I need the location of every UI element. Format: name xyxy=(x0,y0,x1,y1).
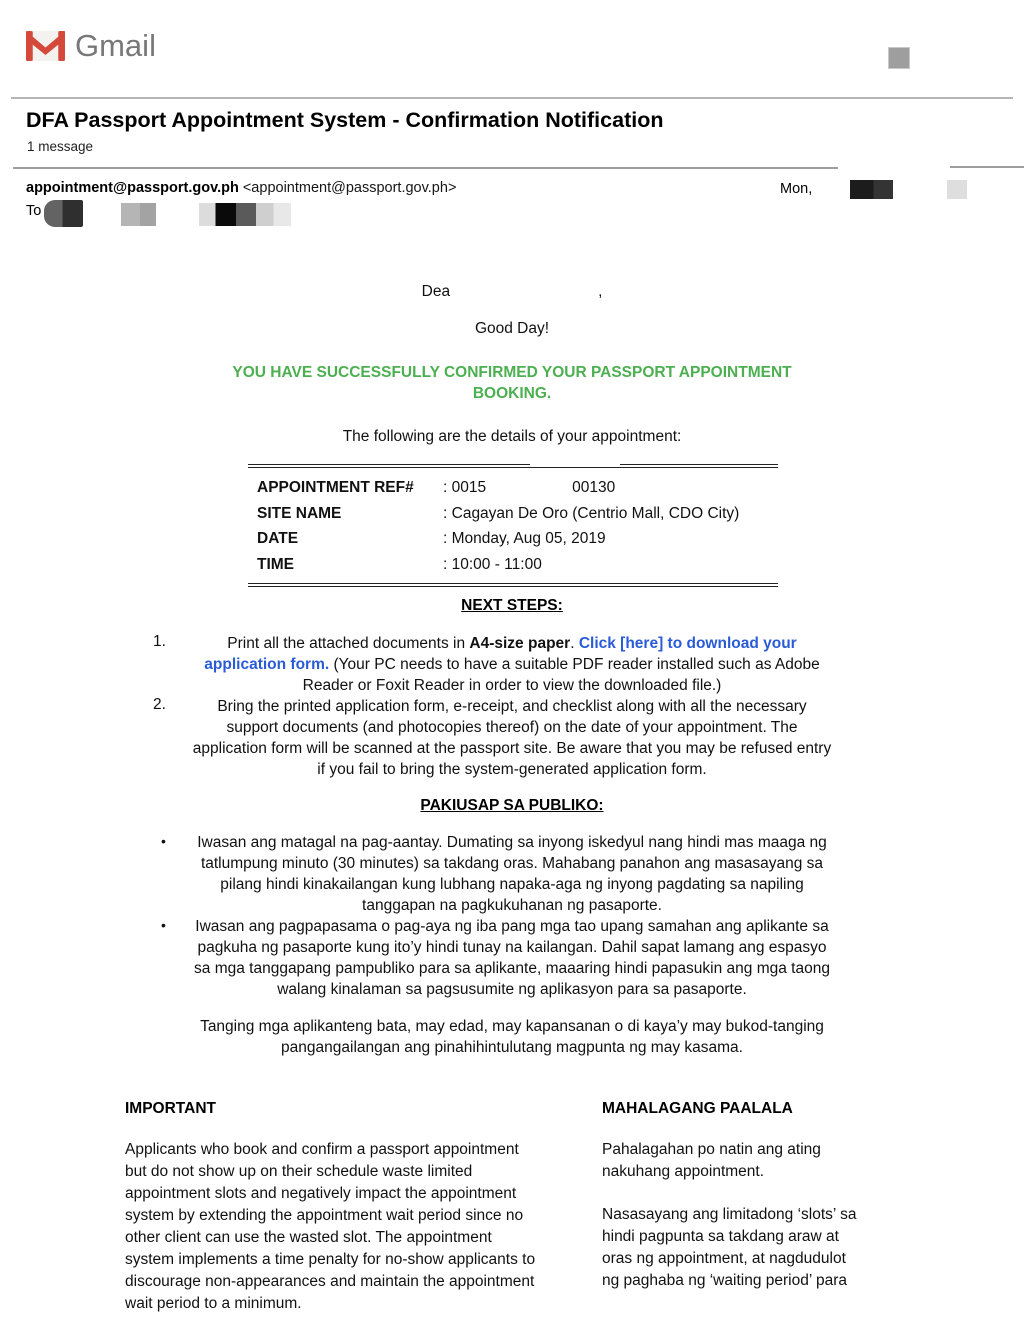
time-label: TIME xyxy=(257,555,295,573)
paalala-heading: MAHALAGANG PAALALA xyxy=(602,1100,793,1117)
ref-value-start: 0015 xyxy=(451,479,487,496)
greeting-prefix: Dea xyxy=(421,283,451,300)
important-heading: IMPORTANT xyxy=(125,1100,216,1117)
download-link-continued[interactable]: application form. xyxy=(204,656,330,673)
redaction-patch xyxy=(530,464,620,466)
pakiusap-list xyxy=(125,832,899,1000)
redacted-date xyxy=(850,180,893,199)
bullet-icon: • xyxy=(161,917,166,933)
ref-value-end: 00130 xyxy=(572,479,616,496)
time-value: 10:00 - 11:00 xyxy=(451,555,542,573)
site-value: Cagayan De Oro (Centrio Mall, CDO City) xyxy=(451,504,740,522)
message-count: 1 message xyxy=(27,139,94,154)
important-section xyxy=(125,1100,595,1315)
pakiusap-bullet-2: • Iwasan ang pagpapasama o pag-aya ng iba pang mga tao upang samahan ang aplikante sa pagkuha ng pasaporte kung ito’y hindi tunay na kailangan. Dahil sapat lamang ang espasyo sa mga tanggapang pampubliko para sa aplikante, maaaring hindi papasukin ang mga taong walang kinalaman sa pagsusumite ng aplikasyon para sa pasaporte. xyxy=(161,917,830,998)
step-1-line-3: Reader or Foxit Reader in order to view the downloaded file.) xyxy=(302,677,722,694)
salutation: Good Day! xyxy=(474,320,550,337)
header-divider xyxy=(11,97,1013,99)
step-2 xyxy=(125,696,899,780)
redacted-header-icon xyxy=(888,47,910,69)
detail-row-time: TIME : 10:00 - 11:00 xyxy=(248,552,778,578)
paalala-para-2: Nasasayang ang limitadong ‘slots’ sa hindi pagpunta sa takdang araw at oras ng appointment, at nagdudulot ng paghaba ng ‘waiting period’ para xyxy=(602,1206,857,1289)
detail-row-site: SITE NAME : Cagayan De Oro (Centrio Mall, CDO City) xyxy=(248,501,778,527)
a4-size-bold: A4-size paper xyxy=(469,635,571,652)
redacted-recipient-1 xyxy=(44,200,83,227)
detail-row-date: DATE : Monday, Aug 05, 2019 xyxy=(248,526,778,552)
paalala-section xyxy=(602,1100,932,1292)
next-steps-heading: NEXT STEPS: xyxy=(461,597,563,614)
greeting xyxy=(0,283,1024,301)
redacted-recipient-2 xyxy=(121,203,156,226)
redacted-time xyxy=(947,180,967,199)
sender-name: appointment@passport.gov.ph xyxy=(26,180,239,196)
bullet-icon: • xyxy=(161,833,166,849)
step-1-number: 1. xyxy=(153,633,166,650)
sender-address: <appointment@passport.gov.ph> xyxy=(242,180,457,196)
details-intro: The following are the details of your appointment: xyxy=(342,428,682,445)
detail-row-ref: APPOINTMENT REF# : 0015 00130 xyxy=(248,475,778,501)
gmail-envelope-icon xyxy=(26,31,65,61)
step-2-number: 2. xyxy=(153,696,166,713)
date-label: DATE xyxy=(257,530,299,547)
pakiusap-heading: PAKIUSAP SA PUBLIKO: xyxy=(420,797,604,814)
subject-divider-right xyxy=(950,166,1024,168)
ref-label: APPOINTMENT REF# xyxy=(257,479,414,496)
paalala-para-1: Pahalagahan po natin ang ating nakuhang appointment. xyxy=(602,1141,821,1180)
step-1: 1. Print all the attached documents in A4-size paper. Click [here] to download your application form. (Your PC needs to have a suitable PDF reader installed such as Adobe Reader or Foxit Reader in order to view the downloaded file.) xyxy=(125,633,899,696)
site-label: SITE NAME xyxy=(257,504,342,522)
confirmation-heading: YOU HAVE SUCCESSFULLY CONFIRMED YOUR PASSPORT APPOINTMENT BOOKING. xyxy=(232,364,792,402)
email-subject: DFA Passport Appointment System - Confirmation Notification xyxy=(26,108,664,132)
appointment-details-table xyxy=(248,464,778,587)
companion-note: Tanging mga aplikanteng bata, may edad, may kapansanan o di kaya’y may bukod-tanging pangangailangan ang pinahihintulutang magpunta ng may kasama. xyxy=(200,1018,824,1056)
subject-divider xyxy=(13,167,838,169)
date-prefix: Mon, xyxy=(780,181,813,197)
from-line xyxy=(26,180,456,196)
to-label: To xyxy=(26,203,42,219)
date-value: Monday, Aug 05, 2019 xyxy=(451,530,606,547)
greeting-comma: , xyxy=(598,283,603,300)
step-2-text: Bring the printed application form, e-receipt, and checklist along with all the necessary support documents (and photocopies thereof) on the date of your appointment. The application form will be scanned at the passport site. Be aware that you may be refused entry if you fail to bring the system-generated application form. xyxy=(192,698,832,778)
gmail-logo xyxy=(26,30,156,61)
important-body: Applicants who book and confirm a passport appointment but do not show up on their schedule waste limited appointment slots and negatively impact the appointment system by extending the appointment wait period since no other client can use the wasted slot. The appointment system implements a time penalty for no-show applicants to discourage non-appearances and maintain the appointment wait period to a minimum. xyxy=(125,1141,536,1312)
gmail-wordmark: Gmail xyxy=(75,28,156,63)
download-link[interactable]: Click [here] to download your xyxy=(578,635,797,652)
redacted-recipient-3 xyxy=(199,203,291,226)
pakiusap-bullet-1: • Iwasan ang matagal na pag-aantay. Dumating sa inyong iskedyul nang hindi mas maaga ng tatlumpung minuto (30 minutes) sa takdang oras. Mahabang panahon ang masasayang sa pilang hindi kinakailangan kung lubhang napaka-aga ng inyong pagdating sa napiling tanggapan na pagkukuhanan ng pasaporte. xyxy=(161,833,827,914)
next-steps-list xyxy=(125,633,899,780)
